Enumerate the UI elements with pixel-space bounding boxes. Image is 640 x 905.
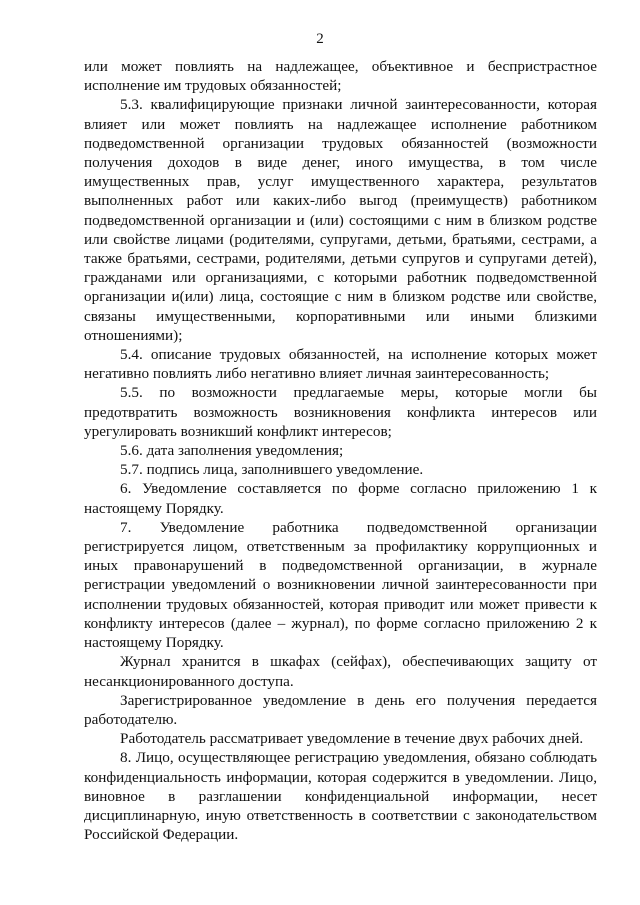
paragraph-6: 6. Уведомление составляется по форме согласно приложению 1 к настоящему Порядку.: [84, 480, 597, 517]
paragraph-5-6: 5.6. дата заполнения уведомления;: [120, 442, 344, 460]
page-number: 2: [316, 31, 324, 47]
paragraph-5-5: 5.5. по возможности предлагаемые меры, которые могли бы предотвратить возможность возникновения конфликта интересов или урегулировать возникший конфликт интересов;: [84, 384, 597, 440]
paragraph-7: 7. Уведомление работника подведомственной организации регистрируется лицом, ответственным за профилактику коррупционных и иных правонарушений в подведомственной организации, в журнале регистрации уведомлений о возникновении личной заинтересованности при исполнении трудовых обязанностей, которая приводит или может привести к конфликту интересов (далее – журнал), по форме согласно приложению 2 к настоящему Порядку.: [84, 518, 597, 652]
paragraph-employer-review: Работодатель рассматривает уведомление в течение двух рабочих дней.: [120, 730, 584, 748]
paragraph-continuation: или может повлиять на надлежащее, объективное и беспристрастное исполнение им трудовых обязанностей;: [84, 58, 597, 95]
paragraph-5-3: 5.3. квалифицирующие признаки личной заинтересованности, которая влияет или может повлиять на надлежащее исполнение работником подведомственной организации трудовых обязанностей (возможности получения доходов в виде денег, иного имущества, в том числе имущественных прав, услуг имущественного характера, результатов выполненных работ или каких-либо выгод (преимуществ) работником подведомственной организации и (или) состоящими с ним в близком родстве или свойстве лицами (родителями, супругами, детьми, братьями, сестрами, а также братьями, сестрами, родителями, детьми супругов и супругами детей), гражданами или организациями, с которыми работник подведомственной организации и(или) лица, состоящие с ним в близком родстве или свойстве, связаны имущественными, корпоративными или иными близкими отношениями);: [84, 96, 597, 344]
document-body: [84, 57, 597, 844]
paragraph-5-4: 5.4. описание трудовых обязанностей, на исполнение которых может негативно повлиять либо негативно влияет личная заинтересованность;: [84, 346, 597, 383]
paragraph-8: 8. Лицо, осуществляющее регистрацию уведомления, обязано соблюдать конфиденциальность информации, которая содержится в уведомлении. Лицо, виновное в разглашении конфиденциальной информации, несет дисциплинарную, иную ответственность в соответствии с законодательством Российской Федерации.: [84, 749, 597, 844]
paragraph-journal-storage: Журнал хранится в шкафах (сейфах), обеспечивающих защиту от несанкционированного доступа.: [84, 653, 597, 690]
paragraph-registered-notice: Зарегистрированное уведомление в день его получения передается работодателю.: [84, 691, 597, 728]
paragraph-5-7: 5.7. подпись лица, заполнившего уведомление.: [120, 461, 424, 479]
